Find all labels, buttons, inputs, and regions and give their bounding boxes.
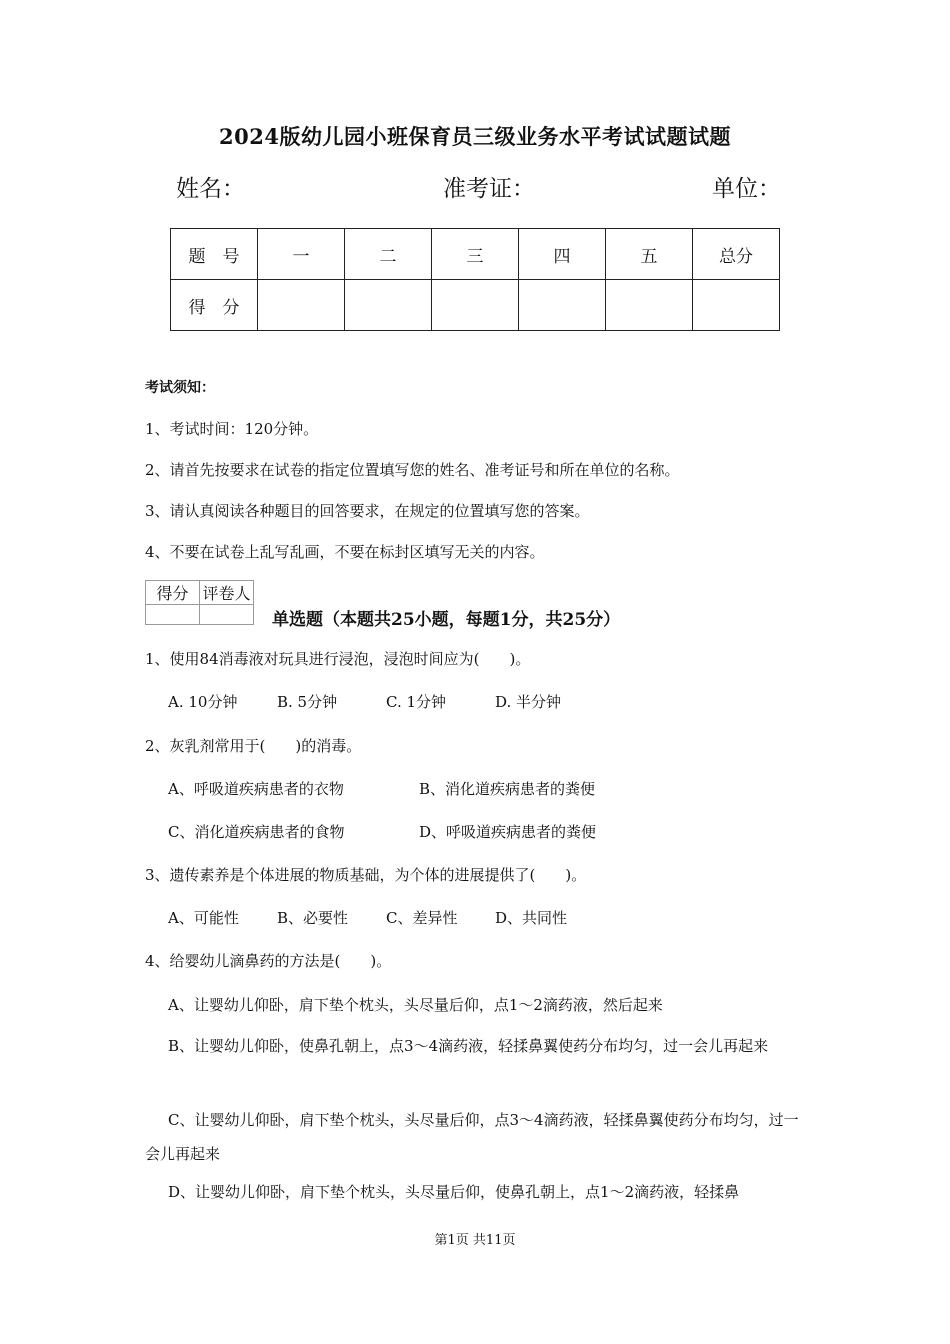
notice-item: 2、请首先按要求在试卷的指定位置填写您的姓名、准考证号和所在单位的名称。 <box>145 461 680 479</box>
notice-item: 3、请认真阅读各种题目的回答要求，在规定的位置填写您的答案。 <box>145 502 590 520</box>
exam-id-field-label: 准考证： <box>443 176 535 202</box>
question-option: A、让婴幼儿仰卧，肩下垫个枕头，头尽量后仰，点1～2滴药液，然后起来 <box>168 996 663 1014</box>
question-option: A. 10分钟 <box>168 693 238 711</box>
question-option: D、呼吸道疾病患者的粪便 <box>419 823 597 841</box>
score-cell <box>345 280 432 331</box>
question-stem: 4、给婴幼儿滴鼻药的方法是( )。 <box>145 952 392 970</box>
notice-item: 4、不要在试卷上乱写乱画，不要在标封区填写无关的内容。 <box>145 543 545 561</box>
notice-heading: 考试须知： <box>145 380 215 396</box>
question-option: A、可能性 <box>168 909 239 927</box>
section-title: 单选题（本题共25小题，每题1分，共25分） <box>272 610 621 630</box>
score-row-label: 得 分 <box>171 280 258 331</box>
score-header-cell: 一 <box>258 229 345 280</box>
question-option: C、让婴幼儿仰卧，肩下垫个枕头，头尽量后仰，点3～4滴药液，轻揉鼻翼使药分布均匀，过一会儿再起来 <box>145 1111 799 1163</box>
score-table-header-row <box>171 229 780 280</box>
question-option: B、让婴幼儿仰卧，使鼻孔朝上，点3～4滴药液，轻揉鼻翼使药分布均匀，过一会儿再起来 <box>168 1037 769 1055</box>
score-header-cell: 四 <box>519 229 606 280</box>
question-option: A、呼吸道疾病患者的衣物 <box>168 780 344 798</box>
question-option: D、让婴幼儿仰卧，肩下垫个枕头，头尽量后仰，使鼻孔朝上，点1～2滴药液，轻揉鼻 <box>168 1183 740 1201</box>
score-table <box>170 228 780 331</box>
score-header-cell: 二 <box>345 229 432 280</box>
page-footer: 第1页 共11页 <box>434 1233 516 1248</box>
notice-item: 1、考试时间：120分钟。 <box>145 420 319 438</box>
question-stem: 3、遗传素养是个体进展的物质基础，为个体的进展提供了( )。 <box>145 866 587 884</box>
question-option: C、消化道疾病患者的食物 <box>168 823 345 841</box>
score-cell <box>693 280 780 331</box>
score-cell <box>606 280 693 331</box>
grader-score-cell <box>146 605 200 625</box>
exam-title: 2024版幼儿园小班保育员三级业务水平考试试题试题 <box>219 124 731 149</box>
grader-reviewer-label: 评卷人 <box>200 581 254 605</box>
score-cell <box>519 280 606 331</box>
question-option: B. 5分钟 <box>277 693 338 711</box>
name-field-label: 姓名： <box>176 176 245 202</box>
question-option: B、消化道疾病患者的粪便 <box>419 780 596 798</box>
question-option: B、必要性 <box>277 909 349 927</box>
unit-field-label: 单位： <box>712 176 781 202</box>
question-option: C、差异性 <box>386 909 458 927</box>
score-header-cell: 三 <box>432 229 519 280</box>
score-cell <box>432 280 519 331</box>
score-header-cell: 题 号 <box>171 229 258 280</box>
score-header-cell: 总分 <box>693 229 780 280</box>
grader-reviewer-cell <box>200 605 254 625</box>
score-table-score-row <box>171 280 780 331</box>
question-stem: 1、使用84消毒液对玩具进行浸泡，浸泡时间应为( )。 <box>145 650 531 668</box>
question-stem: 2、灰乳剂常用于( )的消毒。 <box>145 737 362 755</box>
score-header-cell: 五 <box>606 229 693 280</box>
question-option: C. 1分钟 <box>386 693 447 711</box>
grader-score-label: 得分 <box>146 581 200 605</box>
score-cell <box>258 280 345 331</box>
question-option: D、共同性 <box>495 909 568 927</box>
candidate-fields <box>0 170 950 204</box>
grader-box <box>145 580 254 625</box>
question-option: D. 半分钟 <box>495 693 562 711</box>
